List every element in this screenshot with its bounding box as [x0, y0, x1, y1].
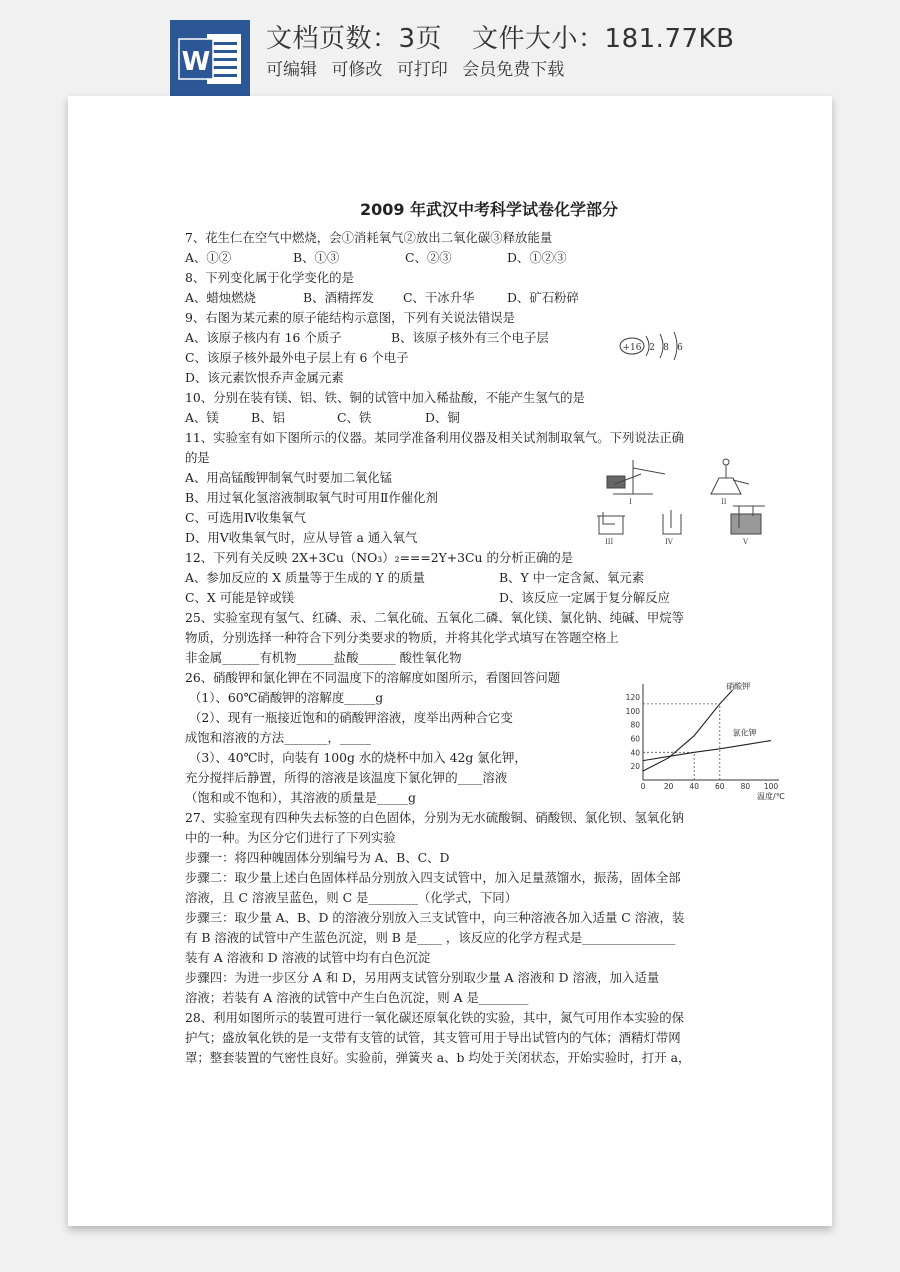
- lab-apparatus-figure: [593, 454, 793, 546]
- feature-member-download[interactable]: 会员免费下载: [462, 60, 565, 80]
- y-tick-2: 60: [630, 734, 640, 744]
- q11-option-d: D、用Ⅴ收集氧气时，应从导管 a 通入氧气: [185, 530, 418, 545]
- question-9: 9、右图为某元素的原子能结构示意图，下列有关说法错误是: [185, 310, 516, 325]
- x-tick-3: 60: [715, 782, 725, 791]
- series-label-1: 氯化钾: [732, 728, 757, 738]
- y-tick-3: 80: [630, 720, 640, 730]
- q10-option-d: D、铜: [425, 410, 460, 425]
- q27-step-2-cont: 溶液，且 C 溶液呈蓝色，则 C 是________（化学式，下同）: [185, 890, 518, 905]
- question-26: 26、硝酸钾和氯化钾在不同温度下的溶解度如图所示，看图回答问题: [185, 670, 561, 685]
- q9-option-d: D、该元素饮恨乔声金属元素: [185, 370, 344, 385]
- x-axis-label: 温度/℃: [757, 792, 785, 801]
- q26-part-3-end: （饱和或不饱和），其溶液的质量是_____g: [185, 790, 416, 805]
- x-tick-0: 0: [640, 782, 646, 791]
- q27-step-1: 步骤一：将四种魄固体分别编号为 A、B、C、D: [185, 850, 450, 865]
- x-tick-5: 100: [763, 782, 779, 791]
- q10-option-a: A、镁: [185, 410, 219, 425]
- question-11: 11、实验室有如下图所示的仪器。某同学准备利用仪器及相关试剂制取氧气。下列说法正确: [185, 430, 685, 445]
- word-document-icon: [170, 20, 250, 96]
- document-title: 2009 年武汉中考科学试卷化学部分: [359, 200, 619, 219]
- q27-step-2: 步骤二：取少量上述白色固体样品分别放入四支试管中，加入足量蒸馏水，振荡，固体全部: [185, 870, 681, 885]
- question-27-cont: 中的一种。为区分它们进行了下列实验: [185, 830, 396, 845]
- file-size: 文件大小：181.77KB: [472, 24, 735, 54]
- q26-part-3-cont: 充分搅拌后静置，所得的溶液是该温度下氯化钾的____溶液: [185, 770, 508, 785]
- y-tick-5: 120: [625, 692, 640, 702]
- q26-part-1: （1）、60℃硝酸钾的溶解度_____g: [189, 690, 384, 705]
- x-tick-1: 20: [663, 782, 674, 791]
- q27-step-3-end: 装有 A 溶液和 D 溶液的试管中均有白色沉淀: [185, 950, 431, 965]
- q27-step-4-cont: 溶液；若装有 A 溶液的试管中产生白色沉淀，则 A 是________: [185, 990, 529, 1005]
- question-25-cont: 物质，分别选择一种符合下列分类要求的物质，并将其化学式填写在答题空格上: [185, 630, 619, 645]
- q26-part-2: （2）、现有一瓶接近饱和的硝酸钾溶液，度举出两种合它变: [189, 710, 513, 725]
- document-page: [68, 96, 832, 1226]
- q7-option-a: A、①②: [185, 250, 232, 265]
- atom-shell-2: 8: [663, 343, 669, 353]
- q7-option-d: D、①②③: [507, 250, 567, 265]
- apparatus-label-5: V: [743, 538, 749, 546]
- q9-option-c: C、该原子核外最外电子层上有 6 个电子: [185, 350, 409, 365]
- atom-nucleus-label: +16: [622, 343, 642, 353]
- q9-option-b: B、该原子核外有三个电子层: [391, 330, 549, 345]
- apparatus-label-1: I: [629, 498, 632, 506]
- q12-option-d: D、该反应一定属于复分解反应: [499, 590, 671, 605]
- q8-option-a: A、蜡烛燃烧: [185, 290, 256, 305]
- q9-option-a: A、该原子核内有 16 个质子: [185, 330, 342, 345]
- y-tick-4: 100: [625, 706, 640, 716]
- feature-modifiable: 可修改: [331, 60, 383, 80]
- word-icon-letter: W: [181, 47, 211, 77]
- question-8: 8、下列变化属于化学变化的是: [185, 270, 354, 285]
- question-11-cont: 的是: [185, 450, 210, 465]
- question-27: 27、实验室现有四种失去标签的白色固体，分别为无水硫酸铜、硝酸钡、氯化钡、氢氧化钠: [185, 810, 685, 825]
- x-tick-2: 40: [689, 782, 699, 791]
- question-25: 25、实验室现有氢气、红磷、汞、二氧化硫、五氧化二磷、氧化镁、氯化钠、纯碱、甲烷等: [185, 610, 685, 625]
- question-28-end: 罩；整套装置的气密性良好。实验前，弹簧夹 a、b 均处于关闭状态，开始实验时，打开 a，: [185, 1050, 691, 1065]
- question-28: 28、利用如图所示的装置可进行一氧化碳还原氧化铁的实验，其中，氮气可用作本实验的保: [185, 1010, 685, 1025]
- question-25-blanks: 非金属______有机物______盐酸______ 酸性氧化物: [185, 650, 462, 665]
- y-tick-0: 20: [630, 762, 640, 772]
- q26-part-2-cont: 成饱和溶液的方法_______，_____: [185, 730, 371, 745]
- q27-step-4: 步骤四：为进一步区分 A 和 D，另用两支试管分别取少量 A 溶液和 D 溶液，加入适量: [185, 970, 660, 985]
- q26-part-3: （3）、40℃时，向装有 100g 水的烧杯中加入 42g 氯化钾，: [189, 750, 527, 765]
- y-tick-1: 40: [630, 748, 640, 758]
- question-7: 7、花生仁在空气中燃烧，会①消耗氧气②放出二氧化碳③释放能量: [185, 230, 553, 245]
- q7-option-c: C、②③: [405, 250, 452, 265]
- apparatus-label-3: III: [605, 538, 614, 546]
- feature-editable: 可编辑: [266, 60, 317, 80]
- atom-structure-diagram: [618, 328, 690, 362]
- q12-option-a: A、参加反应的 X 质量等于生成的 Y 的质量: [185, 570, 425, 585]
- q12-option-c: C、X 可能是锌或镁: [185, 590, 294, 605]
- atom-shell-1: 2: [649, 343, 655, 353]
- q10-option-b: B、铝: [251, 410, 285, 425]
- q7-option-b: B、①③: [293, 250, 340, 265]
- solubility-chart: [617, 682, 793, 802]
- question-10: 10、分别在装有镁、铝、铁、铜的试管中加入稀盐酸，不能产生氢气的是: [185, 390, 585, 405]
- question-12: 12、下列有关反映 2X+3Cu（NO₃）₂===2Y+3Cu 的分析正确的是: [185, 550, 574, 565]
- q11-option-a: A、用高锰酸钾制氧气时要加二氧化锰: [185, 470, 393, 485]
- q10-option-c: C、铁: [337, 410, 372, 425]
- apparatus-label-2: II: [721, 498, 727, 506]
- feature-printable: 可打印: [396, 60, 448, 80]
- q11-option-c: C、可选用Ⅳ收集氧气: [185, 510, 306, 525]
- banner-file-info: [266, 18, 734, 55]
- q12-option-b: B、Y 中一定含氮、氧元素: [499, 570, 645, 585]
- q11-option-b: B、用过氧化氢溶液制取氧气时可用Ⅱ作催化剂: [185, 490, 438, 505]
- x-tick-4: 80: [740, 782, 751, 791]
- page-count: 文档页数：3页: [266, 24, 443, 54]
- q27-step-3: 步骤三：取少量 A、B、D 的溶液分别放入三支试管中，向三种溶液各加入适量 C 溶液，装: [185, 910, 685, 925]
- question-28-cont: 护气；盛放氧化铁的是一支带有支管的试管，其支管可用于导出试管内的气体；酒精灯带网: [185, 1030, 681, 1045]
- download-banner: [0, 0, 900, 96]
- series-line-1: [643, 741, 771, 761]
- q8-option-b: B、酒精挥发: [303, 290, 375, 305]
- q8-option-d: D、矿石粉碎: [507, 290, 579, 305]
- series-label-0: 硝酸钾: [726, 682, 751, 691]
- banner-features: [266, 55, 573, 80]
- q27-step-3-cont: 有 B 溶液的试管中产生蓝色沉淀，则 B 是____ ，该反应的化学方程式是_______________: [185, 930, 676, 945]
- atom-shell-3: 6: [677, 343, 683, 353]
- q8-option-c: C、干冰升华: [403, 290, 475, 305]
- apparatus-label-4: IV: [665, 538, 673, 546]
